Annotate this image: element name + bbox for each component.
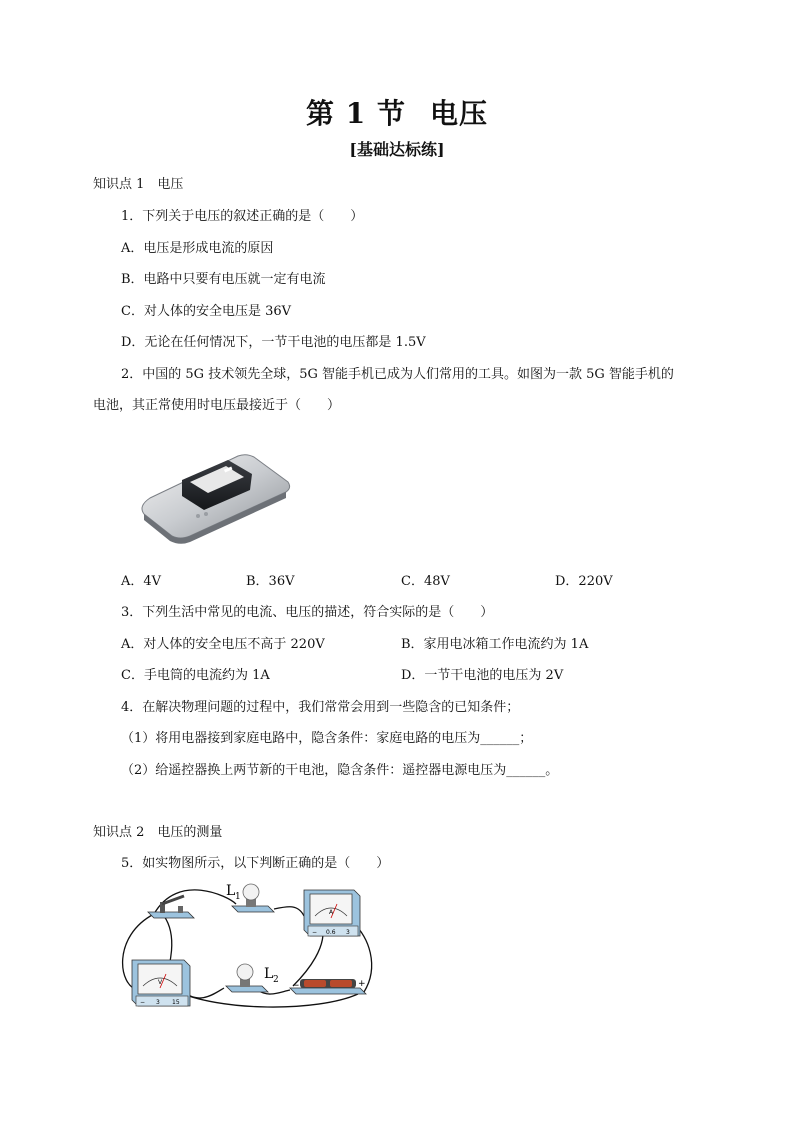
circuit-diagram	[118, 876, 380, 1014]
q1-option-c: C．对人体的安全电压是 36V	[121, 304, 292, 319]
bulb1-label: L	[226, 883, 236, 899]
phone-battery-image	[120, 428, 305, 556]
voltmeter-letter: V	[158, 979, 163, 986]
switch	[148, 896, 194, 918]
battery-plus: +	[358, 979, 366, 989]
q5-stem: 5．如实物图所示，以下判断正确的是（ ）	[121, 856, 390, 871]
q4-sub2: （2）给遥控器换上两节新的干电池，隐含条件：遥控器电源电压为______。	[121, 763, 559, 778]
bulb2-subscript: 2	[273, 975, 279, 985]
voltmeter-terminal-15: 15	[172, 999, 180, 1006]
page-title	[0, 96, 794, 132]
q3-stem: 3．下列生活中常见的电流、电压的描述，符合实际的是（ ）	[121, 605, 494, 620]
q3-option-c: C．手电筒的电流约为 1A	[121, 668, 270, 683]
voltmeter-terminal-negative: −	[140, 999, 146, 1006]
q3-option-b: B．家用电冰箱工作电流约为 1A	[401, 637, 589, 652]
battery-holder	[290, 979, 366, 994]
bulb2-label: L	[264, 966, 274, 982]
ammeter-letter: A	[329, 909, 334, 916]
ammeter-terminal-3: 3	[346, 929, 350, 936]
title-part2: 电压	[429, 97, 488, 130]
q3-option-d: D．一节干电池的电压为 2V	[401, 668, 564, 683]
bulb1-subscript: 1	[235, 892, 241, 902]
bulb-l2	[226, 964, 268, 992]
q2-stem-line2: 电池，其正常使用时电压最接近于（ ）	[93, 398, 341, 413]
battery-minus: −	[292, 981, 300, 991]
page-subtitle: [基础达标练]	[349, 140, 445, 159]
section1-heading: 知识点 1 电压	[93, 177, 184, 192]
q2-option-a: A．4V	[121, 574, 162, 589]
q1-option-b: B．电路中只要有电压就一定有电流	[121, 272, 326, 287]
title-part1: 第 1 节	[306, 97, 406, 130]
voltmeter-terminal-3: 3	[156, 999, 160, 1006]
q1-option-d: D．无论在任何情况下，一节干电池的电压都是 1.5V	[121, 335, 426, 350]
q4-sub1: （1）将用电器接到家庭电路中，隐含条件：家庭电路的电压为______；	[121, 731, 533, 746]
ammeter-terminal-06: 0.6	[326, 929, 336, 936]
section2-heading: 知识点 2 电压的测量	[93, 825, 223, 840]
q3-option-a: A．对人体的安全电压不高于 220V	[121, 637, 325, 652]
q2-option-d: D．220V	[555, 574, 613, 589]
q1-option-a: A．电压是形成电流的原因	[121, 241, 274, 256]
q2-option-c: C．48V	[401, 574, 450, 589]
q2-option-b: B．36V	[246, 574, 295, 589]
ammeter-terminal-negative: −	[312, 929, 318, 936]
q1-stem: 1．下列关于电压的叙述正确的是（ ）	[121, 209, 364, 224]
q2-stem-line1: 2．中国的 5G 技术领先全球，5G 智能手机已成为人们常用的工具。如图为一款 5G 智能手机的	[121, 367, 674, 382]
q4-stem: 4．在解决物理问题的过程中，我们常常会用到一些隐含的已知条件；	[121, 700, 520, 715]
